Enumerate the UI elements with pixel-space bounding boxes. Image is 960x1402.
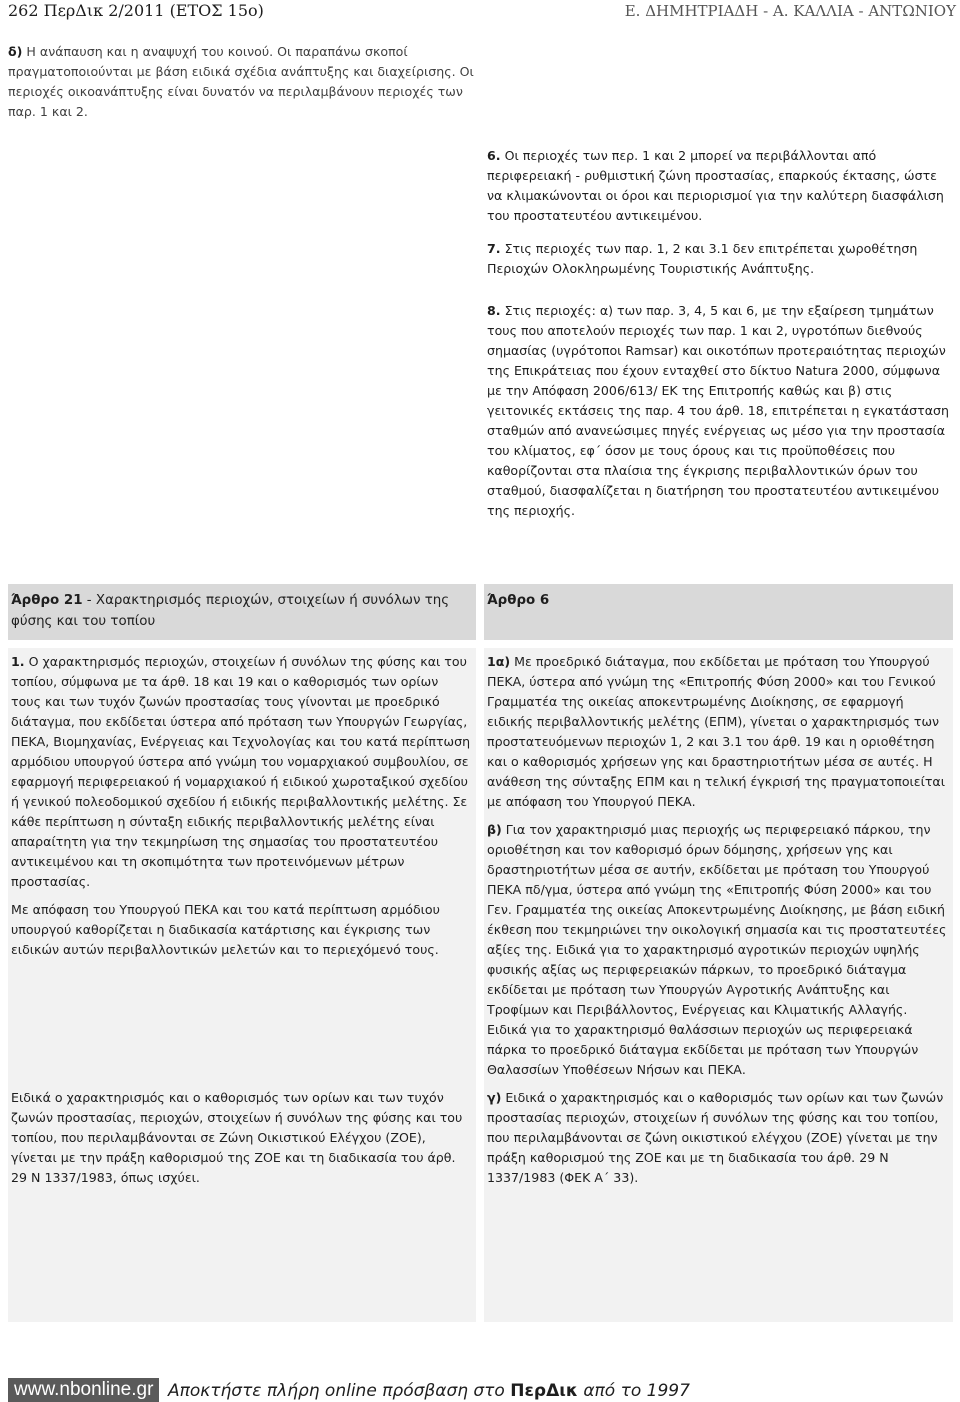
article-6-par-1a: 1α) Με προεδρικό διάταγμα, που εκδίδεται με πρόταση του Υπουργού ΠΕΚΑ, ύστερα από γνώμη της «Επιτροπής Φύση 2000» και του Γενικού Γραμματέα της οικείας αποκεντρωμένης Διοίκησης, σε εφαρμογή ειδικής περιβαλλοντικής μελέτης (ΕΠΜ), γίνεται ο χαρακτηρισμός των προστατευόμενων περιοχών 1, 2 και 3.1 του άρθ. 19 και η οριοθέτηση και ο καθορισμός χρήσεων γης και δραστηριοτήτων μέσα σε αυτές. Η ανάθεση της σύνταξης ΕΠΜ και η τελική έγκρισή της πραγματοποιείται με απόφαση του Υπουργού ΠΕΚΑ. [487,654,945,809]
paragraph-delta [8,42,483,122]
page-footer [8,1378,953,1402]
journal-issue: 262 ΠερΔικ 2/2011 (ΕΤΟΣ 15ο) [8,1,264,20]
site-link[interactable]: www.nbonline.gr [8,1378,159,1402]
paragraph-marker: δ) [8,44,23,59]
article-21-par-1: 1. Ο χαρακτηρισμός περιοχών, στοιχείων ή συνόλων της φύσης και του τοπίου, σύμφωνα με τα άρθ. 18 και 19 και ο καθορισμός των ορίων τους και των τυχόν ζωνών προστασίας τους γίνονται με προεδρικό διάταγμα, που εκδίδεται ύστερα από πρόταση των Υπουργών Γεωργίας, ΠΕΚΑ, Βιομηχανίας, Ενέργειας και Τεχνολογίας και του κατά περίπτωση αρμόδιου υπουργού ύστερα από γνώμη του νομαρχιακού συμβουλίου, σε εφαρμογή περιφερειακού ή νομαρχιακού ή ειδικού χωροταξικού σχεδίου ή γενικού πολεοδομικού σχεδίου ή ειδικής περιβαλλοντικής μελέτης. Σε κάθε περίπτωση η σύνταξη ειδικής περιβαλλοντικής μελέτης είναι απαραίτητη για την τεκμηρίωση της σημασίας του προστατευτέου αντικειμένου και τη σκοπιμότητα των προτεινόμενων μέτρων προστασίας. [11,654,471,889]
article-6-par-b: β) Για τον χαρακτηρισμό μιας περιοχής ως περιφερειακό πάρκου, την οριοθέτηση και τον καθορισμό όρων δόμησης, χρήσεων γης και δραστηριοτήτων μέσα σε αυτήν, εκδίδεται με πρόταση του Υπουργού ΠΕΚΑ πδ/γμα, ύστερα από γνώμη της «Επιτροπής Φύση 2000» και του Γεν. Γραμματέα της οικείας Αποκεντρωμένης Διοίκησης, με βάση ειδική έκθεση που τεκμηριώνει την οικολογική σημασία και τις προστατευτέες αξίες της. Ειδικά για το χαρακτηρισμό αγροτικών περιοχών υψηλής φυσικής αξίας ως περιφερειακών πάρκων, το προεδρικό διάταγμα εκδίδεται με πρόταση των Υπουργών Αγροτικής Ανάπτυξης και Τροφίμων και Περιβάλλοντος, Ενέργειας και Κλιματικής Αλλαγής. Ειδικά για το χαρακτηρισμό θαλάσσιων περιοχών ως περιφερειακά πάρκα το προεδρικό διάταγμα εκδίδεται με πρόταση των Υπουργών Θαλασσίων Υποθέσεων Νήσων και ΠΕΚΑ. [487,822,947,1077]
paragraph-6: 6. Οι περιοχές των περ. 1 και 2 μπορεί να περιβάλλονται από περιφερειακή - ρυθμιστική ζώνη προστασίας, επαρκούς έκτασης, ώστε να κλιμακώνονται οι όροι και περιορισμοί για την καλύτερη διασφάλιση του προστατευτέου αντικειμένου. [487,148,944,223]
page-header [0,0,960,22]
paragraph-text: δ) Η ανάπαυση και η αναψυχή του κοινού. Οι παραπάνω σκοποί πραγματοποιούνται με βάση ειδικά σχέδια ανάπτυξης και διαχείρισης. Οι περιοχές οικοανάπτυξης είναι δυνατόν να περιλαμβάνουν περιοχές των παρ. 1 και 2. [8,44,474,119]
article-21-par-3: Ειδικά ο χαρακτηρισμός και ο καθορισμός των ορίων και των τυχόν ζωνών προστασίας, περιοχών, στοιχείων ή συνόλων της φύσης και του τοπίου, που περιλαμβάνονται σε Ζώνη Οικιστικού Ελέγχου (ΖΟΕ), γίνεται με την πράξη καθορισμού της ΖΟΕ και τη διαδικασία του άρθ. 29 Ν 1337/1983, όπως ισχύει. [11,1090,463,1185]
table-header-left: Άρθρο 21 - Χαρακτηρισμός περιοχών, στοιχείων ή συνόλων της φύσης και του τοπίου [8,584,476,640]
right-column-paragraphs [487,146,949,534]
table-column-right [484,648,953,1322]
authors: Ε. ΔΗΜΗΤΡΙΑΔΗ - Α. ΚΑΛΛΙΑ - ΑΝΤΩΝΙΟΥ [624,2,956,20]
paragraph-8: 8. Στις περιοχές: α) των παρ. 3, 4, 5 και 6, με την εξαίρεση τμημάτων τους που αποτελούν περιοχές των παρ. 1 και 2, υγροτόπων διεθνούς σημασίας (υγρότοποι Ramsar) και οικοτόπων προτεραιότητας περιοχών της Επικράτειας που έχουν ενταχθεί στο δίκτυο Natura 2000, σύμφωνα με την Απόφαση 2006/613/ ΕΚ της Επιτροπής καθώς και β) στις γειτονικές εκτάσεις της παρ. 4 του άρθ. 18, επιτρέπεται η εγκατάσταση σταθμών από ανανεώσιμες πηγές ενέργειας ως μέσο για την προστασία του κλίματος, εφ΄ όσον με τους όρους και τις προϋποθέσεις που καθορίζονται στα πλαίσια της έγκρισης περιβαλλοντικών όρων του σταθμού, διασφαλίζεται η διατήρηση του προστατευτέου αντικειμένου της περιοχής. [487,303,950,518]
paragraph-7: 7. Στις περιοχές των παρ. 1, 2 και 3.1 δεν επιτρέπεται χωροθέτηση Περιοχών Ολοκληρωμένης Τουριστικής Ανάπτυξης. [487,241,918,276]
table-header-right: Άρθρο 6 [484,584,953,640]
comparison-table [8,584,953,1322]
table-column-left [8,648,476,1322]
article-6-par-c: γ) Ειδικά ο χαρακτηρισμός και ο καθορισμός των ορίων και των ζωνών προστασίας περιοχών, στοιχείων ή συνόλων της φύσης και του τοπίου, που περιλαμβάνονται σε ζώνη οικιστικού ελέγχου (ΖΟΕ) γίνεται με την πράξη καθορισμού της ΖΟΕ και με τη διαδικασία του άρθ. 29 Ν 1337/1983 (ΦΕΚ Α΄ 33). [487,1090,944,1185]
promo-text: Αποκτήστε πλήρη online πρόσβαση στο ΠερΔικ από το 1997 [168,1381,690,1401]
brand-name: ΠερΔικ [510,1381,578,1401]
article-21-par-2: Με απόφαση του Υπουργού ΠΕΚΑ και του κατά περίπτωση αρμόδιου υπουργού καθορίζεται η διαδικασία κατάρτισης και έγκρισης των ειδικών αυτών περιβαλλοντικών μελετών και το περιεχόμενό τους. [11,902,440,957]
